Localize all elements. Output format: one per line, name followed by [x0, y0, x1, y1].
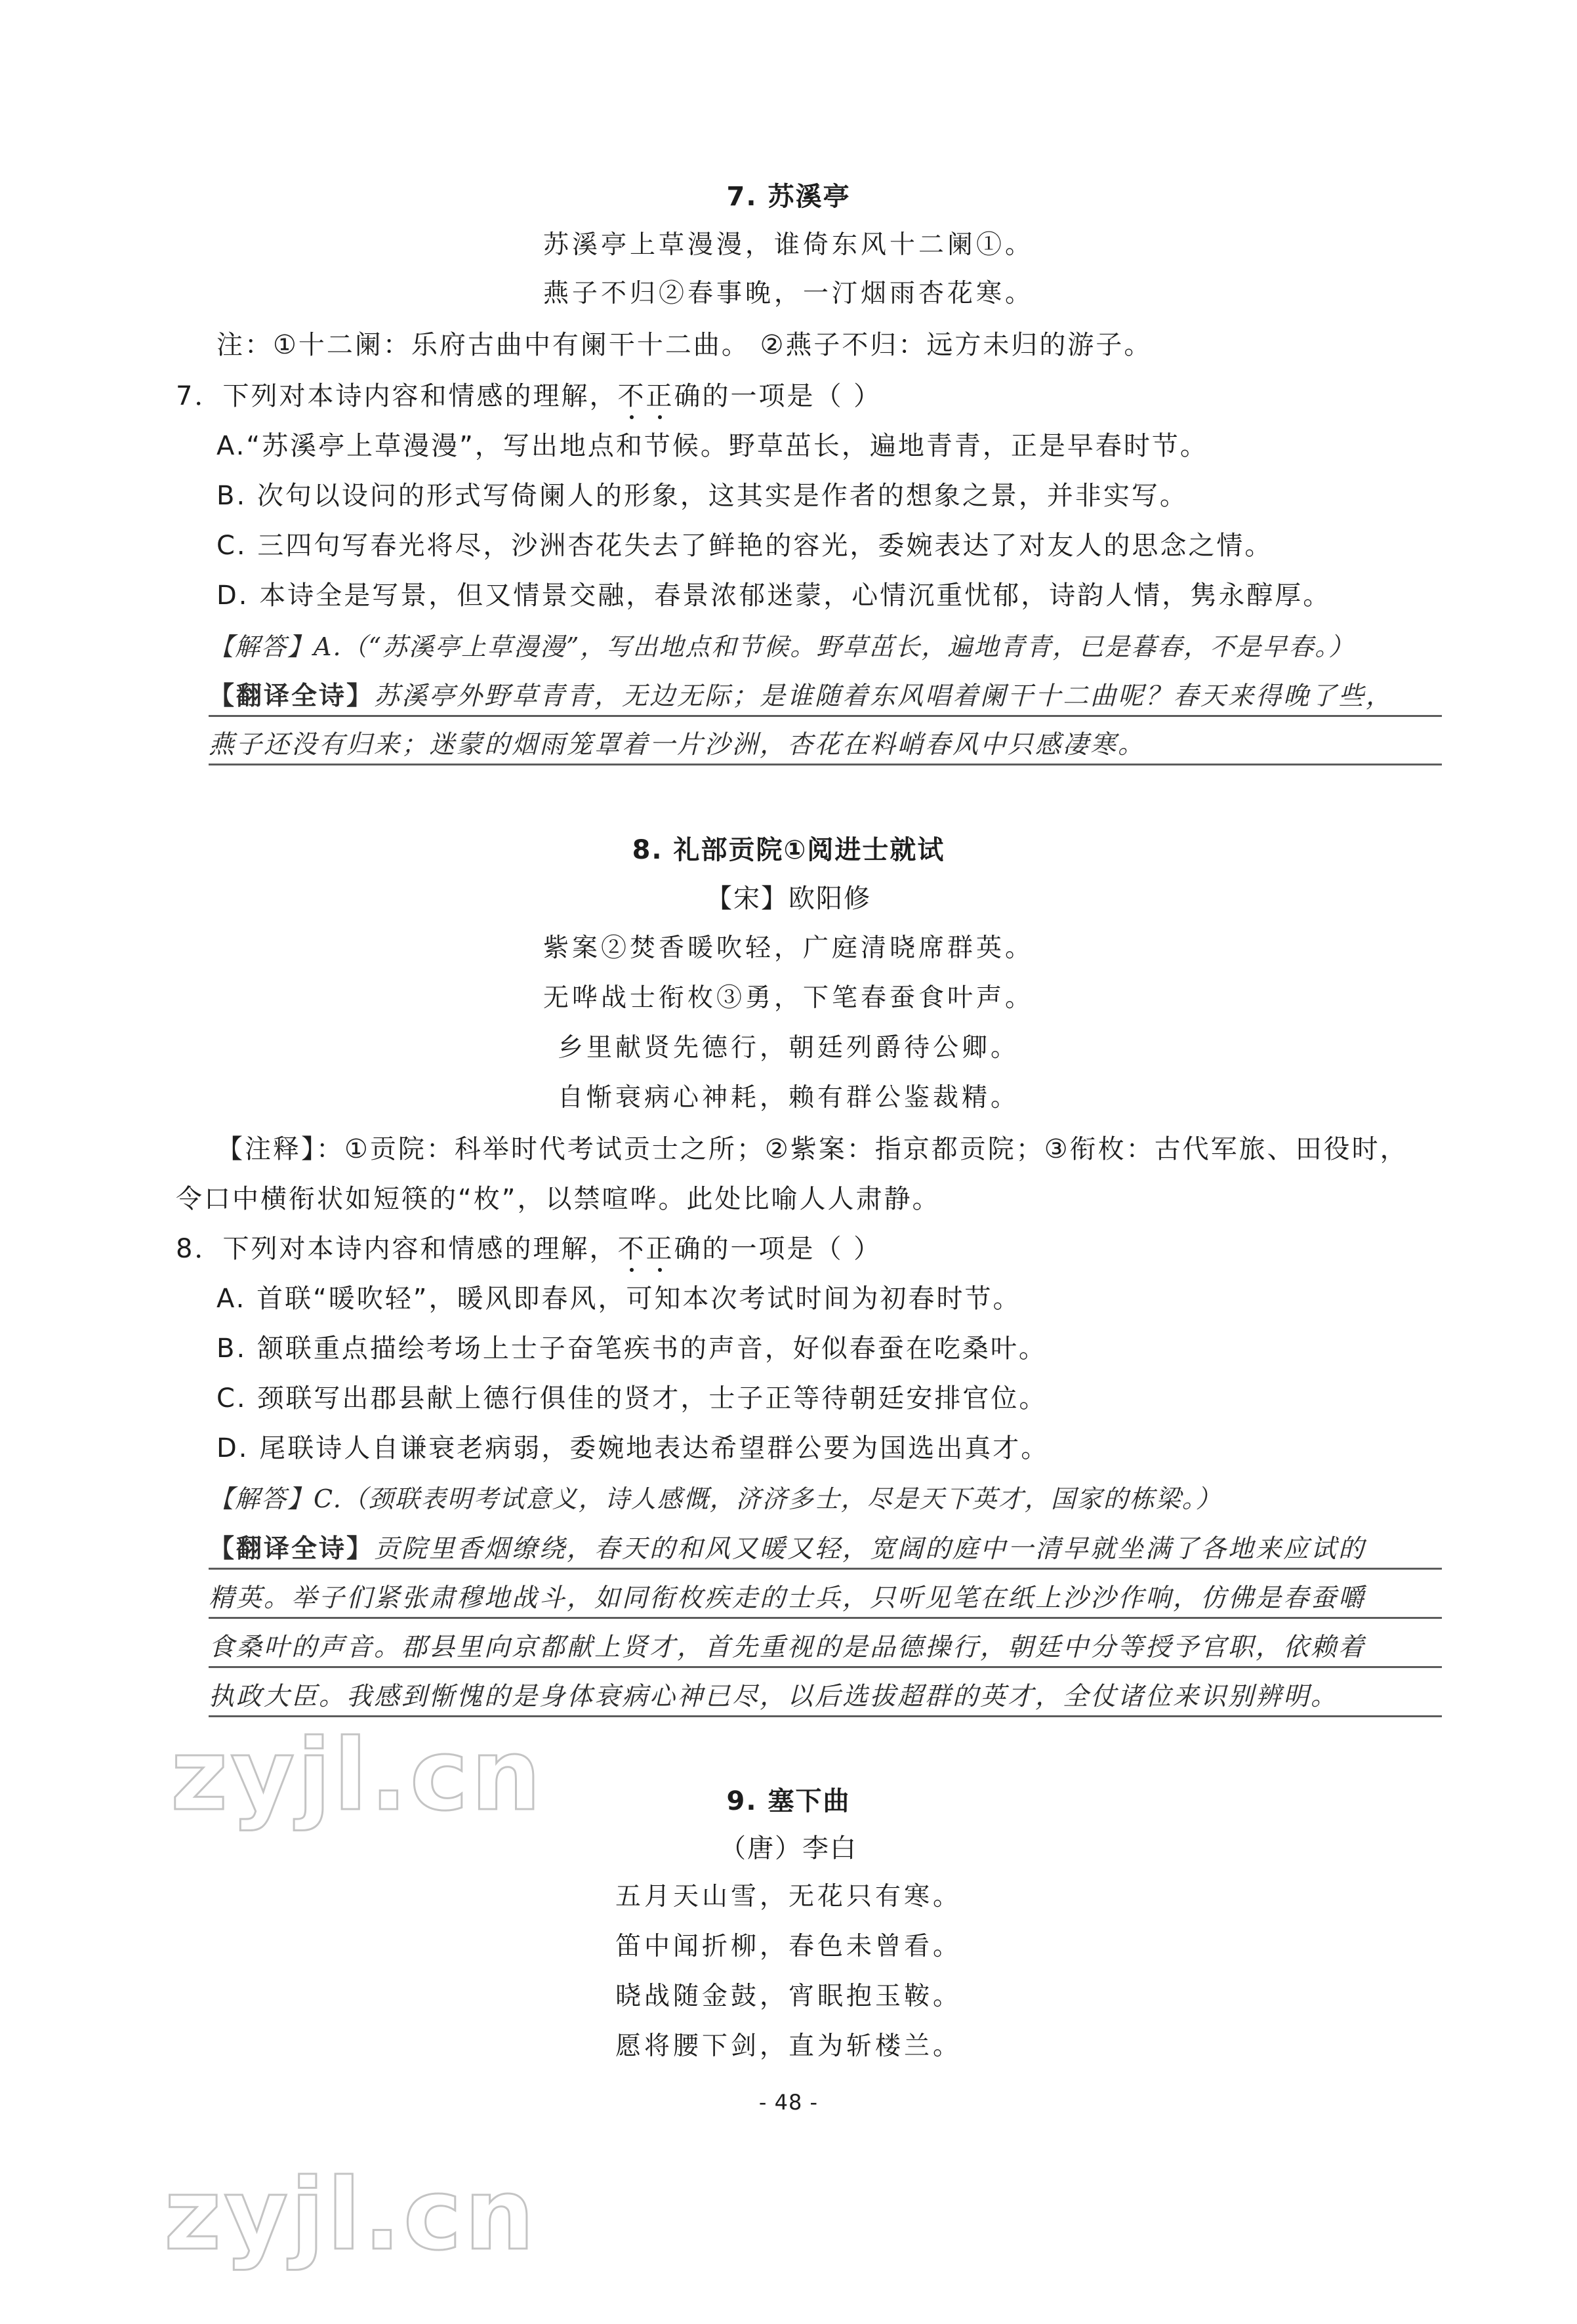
q8-translation-label: 【翻译全诗】 [209, 1534, 375, 1564]
q7-translation-line-1 [209, 676, 1442, 717]
poem7-note: 注：①十二阑：乐府古曲中有阑干十二曲。 ②燕子不归：远方未归的游子。 [216, 330, 1153, 360]
q7-option-c: C. 三四句写春光将尽，沙洲杏花失去了鲜艳的容光，委婉表达了对友人的思念之情。 [216, 531, 1273, 561]
q8-translation-line-4: 执政大臣。我感到惭愧的是身体衰病心神已尽，以后选拔超群的英才，全仗诸位来识别辨明。 [209, 1676, 1442, 1717]
q7-option-b: B. 次句以设问的形式写倚阑人的形象，这其实是作者的想象之景，并非实写。 [216, 481, 1188, 511]
poem8-line-3: 乡里献贤先德行，朝廷列爵待公卿。 [557, 1033, 1019, 1063]
q7-option-d: D. 本诗全是写景，但又情景交融，春景浓郁迷蒙，心情沉重忧郁，诗韵人情，隽永醇厚。 [216, 581, 1332, 611]
q7-stem [176, 375, 882, 413]
q8-stem-prefix: 8．下列对本诗内容和情感的理解， [176, 1234, 618, 1264]
q7-translation-text-1: 苏溪亭外野草青青，无边无际；是谁随着东风唱着阑干十二曲呢？春天来得晚了些， [374, 682, 1394, 711]
q8-answer: 【解答】C.（颈联表明考试意义，诗人感慨，济济多士，尽是天下英才，国家的栋梁。） [209, 1484, 1222, 1513]
q7-answer: 【解答】A.（“苏溪亭上草漫漫”，写出地点和节候。野草茁长，遍地青青，已是暮春，不是早春。） [209, 632, 1355, 661]
q7-translation-label: 【翻译全诗】 [209, 682, 375, 711]
q8-translation-line-2: 精英。举子们紧张肃穆地战斗，如同衔枚疾走的士兵，只听见笔在纸上沙沙作响，仿佛是春蚕嚼 [209, 1578, 1442, 1619]
page-number: - 48 - [758, 2090, 819, 2115]
q8-stem-emphasis-1: 不 [617, 1234, 646, 1264]
q8-option-d: D. 尾联诗人自谦衰老病弱，委婉地表达希望群公要为国选出真才。 [216, 1433, 1050, 1463]
poem9-line-2: 笛中闻折柳，春色未曾看。 [615, 1932, 962, 1961]
q8-stem [176, 1228, 882, 1265]
poem8-line-4: 自惭衰病心神耗，赖有群公鉴裁精。 [557, 1083, 1019, 1112]
poem8-note-line-2: 令口中横衔状如短筷的“枚”，以禁喧哗。此处比喻人人肃静。 [176, 1184, 941, 1214]
poem8-line-2: 无哗战士衔枚③勇，下笔春蚕食叶声。 [543, 983, 1034, 1013]
q8-option-c: C. 颈联写出郡县献上德行俱佳的贤才，士子正等待朝廷安排官位。 [216, 1383, 1048, 1414]
poem9-line-3: 晓战随金鼓，宵眠抱玉鞍。 [615, 1982, 962, 2011]
poem7-title: 7. 苏溪亭 [726, 182, 851, 212]
poem8-author: 【宋】欧阳修 [706, 884, 871, 914]
q7-stem-prefix: 7．下列对本诗内容和情感的理解， [176, 381, 618, 411]
q7-stem-suffix: 确的一项是（ ） [674, 381, 882, 411]
poem8-line-1: 紫案②焚香暖吹轻，广庭清晓席群英。 [543, 933, 1034, 963]
q8-stem-suffix: 确的一项是（ ） [674, 1234, 882, 1264]
poem8-note-line-1: 【注释】：①贡院：科举时代考试贡士之所；②紫案：指京都贡院；③衔枚：古代军旅、田役时， [216, 1134, 1408, 1164]
q7-stem-emphasis-1: 不 [617, 381, 646, 411]
q8-stem-emphasis-2: 正 [645, 1234, 674, 1264]
poem9-line-1: 五月天山雪，无花只有寒。 [615, 1882, 962, 1911]
watermark-bottom: zyjl.cn [164, 2158, 537, 2272]
watermark-top: zyjl.cn [171, 1719, 544, 1833]
poem9-title: 9. 塞下曲 [726, 1786, 851, 1816]
q8-translation-line-3: 食桑叶的声音。郡县里向京都献上贤才，首先重视的是品德操行，朝廷中分等授予官职，依赖着 [209, 1627, 1442, 1668]
q8-translation-line-1 [209, 1528, 1442, 1570]
q7-translation-line-2: 燕子还没有归来；迷蒙的烟雨笼罩着一片沙洲，杏花在料峭春风中只感凄寒。 [209, 724, 1442, 765]
q7-option-a: A.“苏溪亭上草漫漫”，写出地点和节候。野草茁长，遍地青青，正是早春时节。 [216, 431, 1208, 461]
poem9-author: （唐）李白 [720, 1833, 857, 1864]
q8-option-a: A. 首联“暖吹轻”，暖风即春风，可知本次考试时间为初春时节。 [216, 1284, 1021, 1314]
poem7-line-2: 燕子不归②春事晚，一汀烟雨杏花寒。 [543, 279, 1034, 308]
poem7-line-1: 苏溪亭上草漫漫，谁倚东风十二阑①。 [543, 230, 1034, 260]
poem9-line-4: 愿将腰下剑，直为斩楼兰。 [615, 2031, 962, 2061]
q8-option-b: B. 颔联重点描绘考场上士子奋笔疾书的声音，好似春蚕在吃桑叶。 [216, 1334, 1047, 1364]
poem8-title: 8. 礼部贡院①阅进士就试 [632, 835, 945, 865]
q8-translation-text-1: 贡院里香烟缭绕，春天的和风又暖又轻，宽阔的庭中一清早就坐满了各地来应试的 [374, 1534, 1366, 1564]
q7-stem-emphasis-2: 正 [645, 381, 674, 411]
